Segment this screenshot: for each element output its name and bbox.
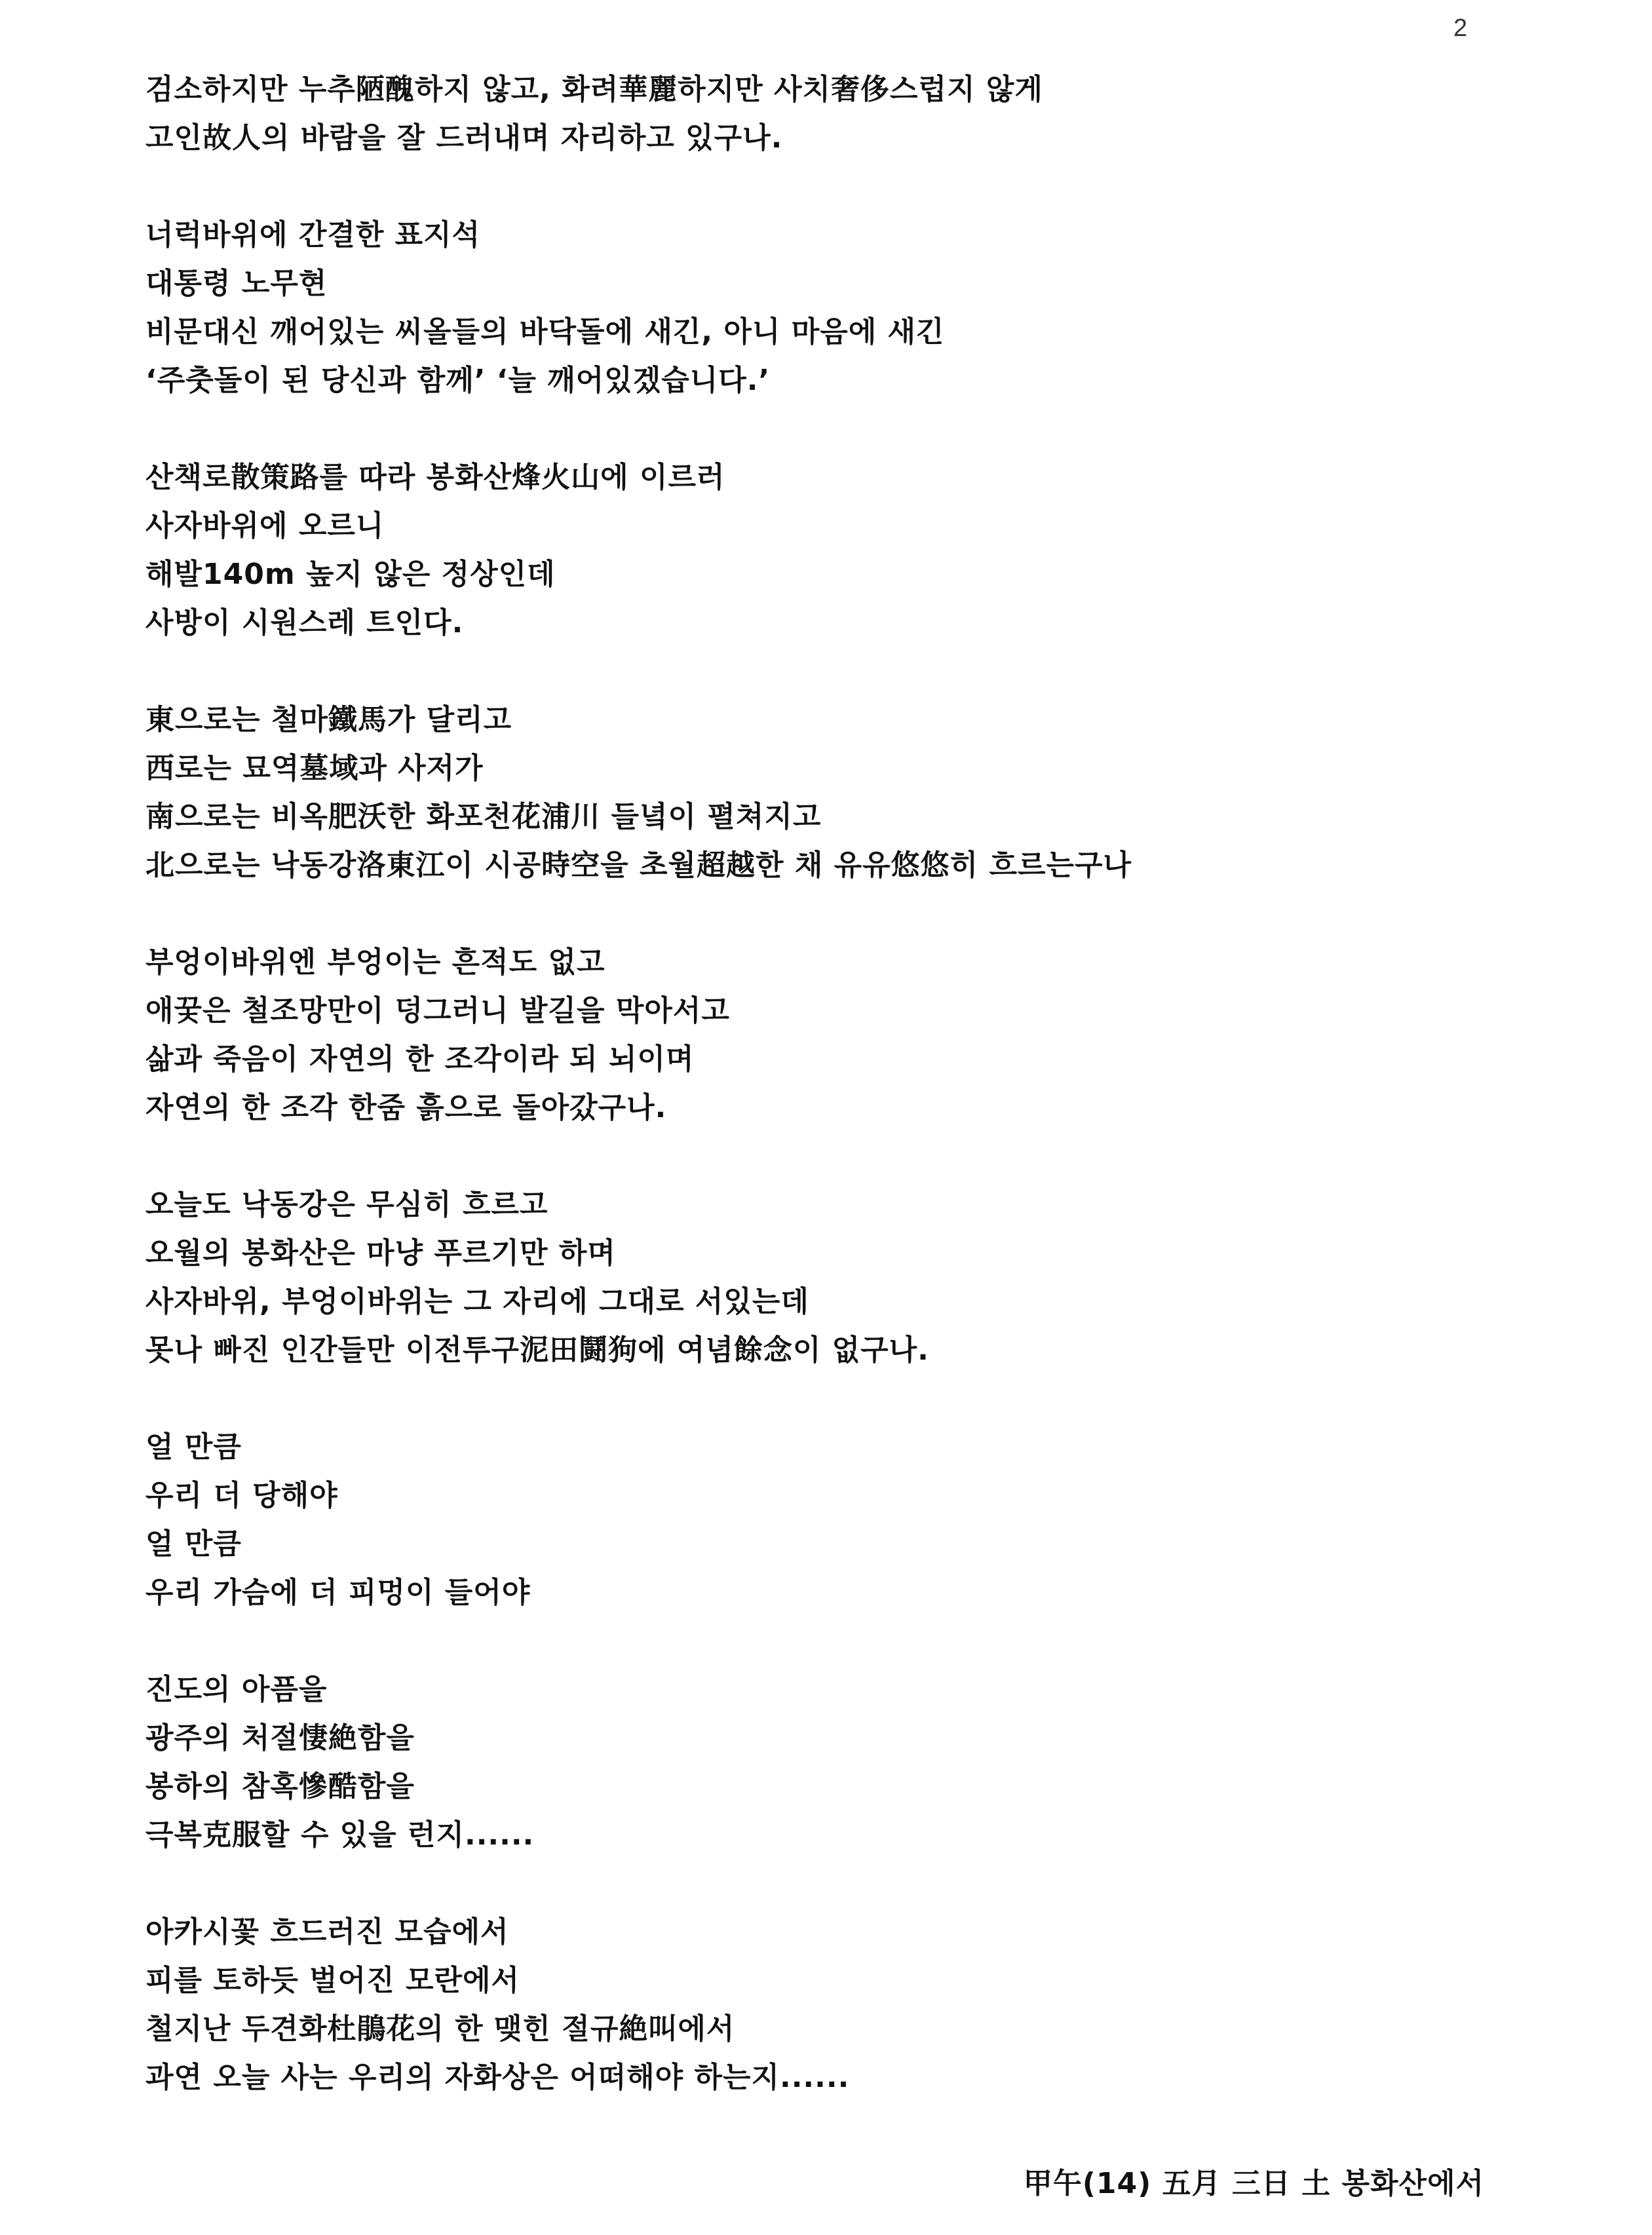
poem-line: 사자바위, 부엉이바위는 그 자리에 그대로 서있는데	[145, 1285, 809, 1318]
stanza	[145, 1423, 1522, 1617]
poem-line: 얼 만큼	[145, 1430, 242, 1464]
stanza	[145, 696, 1522, 890]
poem-line: 삶과 죽음이 자연의 한 조각이라 되 뇌이며	[145, 1042, 695, 1076]
stanza	[145, 211, 1522, 405]
poem-line: 봉하의 참혹慘酷함을	[145, 1770, 415, 1803]
stanza	[145, 1908, 1522, 2102]
stanza	[145, 1181, 1522, 1375]
poem-body	[145, 66, 1522, 2150]
poem-line: 못나 빠진 인간들만 이전투구泥田鬪狗에 여념餘念이 없구나.	[145, 1333, 929, 1367]
stanza	[145, 938, 1522, 1132]
poem-line: 부엉이바위엔 부엉이는 흔적도 없고	[145, 946, 605, 979]
poem-line: 극복克服할 수 있을 런지......	[145, 1818, 535, 1852]
poem-line: 철지난 두견화杜鵑花의 한 맺힌 절규絶叫에서	[145, 2012, 735, 2046]
page-number: 2	[1453, 14, 1468, 42]
poem-line: 우리 더 당해야	[145, 1479, 338, 1512]
poem-line: 진도의 아픔을	[145, 1673, 328, 1706]
poem-line: 아카시꽃 흐드러진 모습에서	[145, 1915, 509, 1949]
poem-line: 해발140m 높지 않은 정상인데	[145, 558, 556, 591]
poem-line: 사방이 시원스레 트인다.	[145, 606, 464, 640]
poem-line: 비문대신 깨어있는 씨올들의 바닥돌에 새긴, 아니 마음에 새긴	[145, 315, 945, 349]
stanza	[145, 66, 1522, 162]
poem-line: 南으로는 비옥肥沃한 화포천花浦川 들녘이 펼쳐지고	[145, 800, 822, 833]
poem-line: 西로는 묘역墓域과 사저가	[145, 752, 484, 785]
poem-line: 피를 토하듯 벌어진 모란에서	[145, 1964, 520, 1997]
poem-line: 우리 가슴에 더 피멍이 들어야	[145, 1576, 531, 1609]
poem-line: 광주의 처절悽絶함을	[145, 1721, 415, 1755]
poem-line: 과연 오늘 사는 우리의 자화상은 어떠해야 하는지......	[145, 2061, 850, 2094]
poem-line: 東으로는 철마鐵馬가 달리고	[145, 703, 512, 736]
poem-line: 얼 만큼	[145, 1527, 242, 1561]
poem-line: 너럭바위에 간결한 표지석	[145, 218, 481, 252]
poem-line: ‘주춧돌이 된 당신과 함께’ ‘늘 깨어있겠습니다.’	[145, 364, 771, 397]
poem-line: 사자바위에 오르니	[145, 509, 385, 543]
poem-line: 고인故人의 바람을 잘 드러내며 자리하고 있구나.	[145, 121, 783, 155]
poem-line: 자연의 한 조각 한줌 흙으로 돌아갔구나.	[145, 1091, 667, 1124]
date-place-signature: 甲午(14) 五月 三日 土 봉화산에서	[1023, 2167, 1484, 2200]
poem-line: 北으로는 낙동강洛東江이 시공時空을 초월超越한 채 유유悠悠히 흐르는구나	[145, 849, 1132, 882]
poem-line: 오늘도 낙동강은 무심히 흐르고	[145, 1188, 548, 1221]
poem-line: 애꿎은 철조망만이 덩그러니 발길을 막아서고	[145, 994, 730, 1027]
stanza	[145, 453, 1522, 647]
poem-line: 검소하지만 누추陋醜하지 않고, 화려華麗하지만 사치奢侈스럽지 않게	[145, 73, 1043, 106]
poem-line: 대통령 노무현	[145, 267, 328, 300]
poem-line: 산책로散策路를 따라 봉화산烽火山에 이르러	[145, 461, 725, 494]
poem-line: 오월의 봉화산은 마냥 푸르기만 하며	[145, 1236, 616, 1270]
stanza	[145, 1666, 1522, 1860]
